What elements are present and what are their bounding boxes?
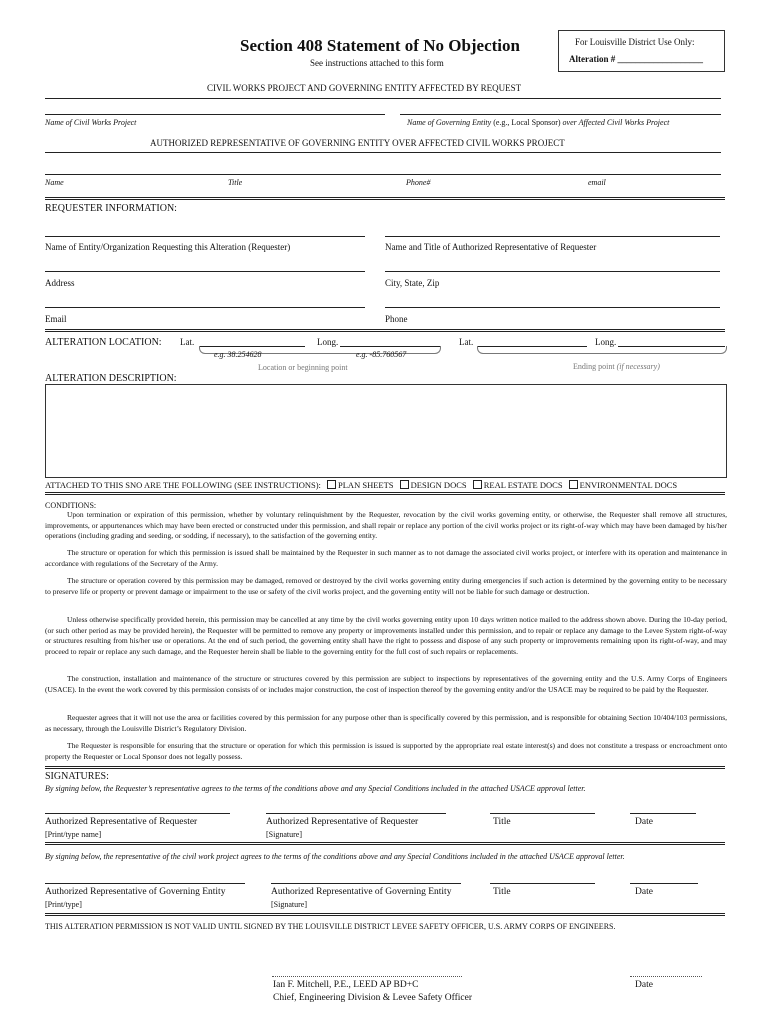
governing-entity-label: Name of Governing Entity (e.g., Local Sponsor) over Affected Civil Works Project bbox=[407, 118, 670, 127]
plan-sheets-checkbox[interactable] bbox=[327, 480, 336, 489]
description-heading: ALTERATION DESCRIPTION: bbox=[45, 373, 177, 384]
gov-signature-field[interactable] bbox=[271, 883, 461, 884]
officer-name: Ian F. Mitchell, P.E., LEED AP BD+C bbox=[273, 980, 419, 990]
governing-sign-note: By signing below, the representative of the civil work project agrees to the terms of the conditions above and any Special Conditions included in the attached USACE approval letter. bbox=[45, 852, 625, 861]
description-input[interactable] bbox=[45, 384, 727, 478]
requester-print-name-field[interactable] bbox=[45, 813, 230, 814]
officer-date-field[interactable] bbox=[630, 976, 702, 977]
gov-rep-sign-label: Authorized Representative of Governing Entity bbox=[45, 887, 226, 897]
condition-4: Unless otherwise specifically provided herein, this permission may be cancelled at any time by the civil works governing entity upon 10 days written notice mailed to the address shown above. During the 10-day period, (or such other period as may be provided herein), the Requester will be permitted to remove any property or improvements installed under this permission, and to repair or replace any damage to the Levee System right-of-way or structures resulting from his/her use or operations. At the end of such period, the governing entity shall have the right to possess and dispose of any such property or improvements remaining upon its right-of-way, and may proceed to repair or replace any such damage, and the Requester herein shall be liable to the governing entity for the full cost of such repairs or replacements. bbox=[45, 615, 727, 656]
gov-print-name-field[interactable] bbox=[45, 883, 245, 884]
authorized-rep-field[interactable] bbox=[45, 174, 721, 175]
officer-title: Chief, Engineering Division & Levee Safety Officer bbox=[273, 993, 472, 1003]
officer-signature-field[interactable] bbox=[272, 976, 462, 977]
long-example: e.g. -85.760567 bbox=[356, 350, 407, 359]
rep-email-label: email bbox=[588, 178, 606, 187]
real-estate-docs-label: REAL ESTATE DOCS bbox=[483, 480, 563, 490]
requester-title-field[interactable] bbox=[490, 813, 595, 814]
requester-entity-field[interactable] bbox=[45, 236, 365, 237]
requester-rep-sign-label: Authorized Representative of Requester bbox=[45, 817, 198, 827]
authorized-rep-heading: AUTHORIZED REPRESENTATIVE OF GOVERNING ENTITY OVER AFFECTED CIVIL WORKS PROJECT bbox=[150, 138, 565, 148]
validity-notice: THIS ALTERATION PERMISSION IS NOT VALID UNTIL SIGNED BY THE LOUISVILLE DISTRICT LEVEE SAFETY OFFICER, U.S. ARMY CORPS OF ENGINEERS. bbox=[45, 922, 616, 931]
requester-sign-note: By signing below, the Requester’s representative agrees to the terms of the conditions above and any Special Conditions included in the attached USACE approval letter. bbox=[45, 784, 586, 793]
condition-3: The structure or operation covered by this permission may be damaged, removed or destroyed by the civil works governing entity during emergencies if such action is determined by the governing entity to be necessary to preserve life or property or prevent damage or impairment to the use or safety of the civil works project, and the governing entity will not be liable for such damage or destruction. bbox=[45, 576, 727, 596]
rep-name-label: Name bbox=[45, 178, 64, 187]
environmental-docs-label: ENVIRONMENTAL DOCS bbox=[579, 480, 678, 490]
requester-heading: REQUESTER INFORMATION: bbox=[45, 203, 177, 214]
rep-phone-label: Phone# bbox=[406, 178, 431, 187]
phone-label: Phone bbox=[385, 314, 408, 324]
condition-5: The construction, installation and maintenance of the structure or structures covered by this permission are subject to inspections by representatives of the governing entity and the U.S. Army Corps of Engineers (USACE). In the event the work covered by this permission consists of or includes major construction, the cost of inspection thereof by the governing entity and/or the USACE may be required to be paid by the Requester. bbox=[45, 674, 727, 694]
lat-label-begin: Lat. bbox=[180, 337, 195, 347]
city-state-zip-label: City, State, Zip bbox=[385, 278, 440, 288]
end-point-label: Ending point (if necessary) bbox=[573, 362, 660, 371]
condition-6: Requester agrees that it will not use the area or facilities covered by this permission for any purpose other than is specifically covered by this permission, and is responsible for obtaining Section 10/404/103 permissions, as necessary, through the Louisville District’s Regulatory Division. bbox=[45, 713, 727, 733]
city-state-zip-field[interactable] bbox=[385, 271, 720, 272]
requester-date-field[interactable] bbox=[630, 813, 696, 814]
form-title: Section 408 Statement of No Objection bbox=[240, 36, 520, 55]
long-label-begin: Long. bbox=[317, 337, 339, 347]
email-label: Email bbox=[45, 314, 67, 324]
gov-date-label: Date bbox=[635, 887, 653, 897]
print-name-hint: [Print/type name] bbox=[45, 830, 102, 839]
address-label: Address bbox=[45, 278, 75, 288]
gov-signature-hint: [Signature] bbox=[271, 900, 307, 909]
requester-date-label: Date bbox=[635, 817, 653, 827]
end-brace bbox=[477, 346, 727, 354]
gov-title-field[interactable] bbox=[490, 883, 595, 884]
officer-date-label: Date bbox=[635, 980, 653, 990]
civil-project-name-field[interactable] bbox=[45, 114, 385, 115]
requester-title-label: Title bbox=[493, 817, 511, 827]
governing-entity-field[interactable] bbox=[400, 114, 721, 115]
condition-7: The Requester is responsible for ensuring that the structure or operation for which this permission is issued is supported by the appropriate real estate interest(s) and does not constitute a trespass or encroachment onto property the Requester or Local Sponsor does not legally possess. bbox=[45, 741, 727, 761]
address-field[interactable] bbox=[45, 271, 365, 272]
condition-2: The structure or operation for which this permission is issued shall be maintained by the Requester in such manner as to not damage the associated civil works project, or interfere with its operation and maintenance in accordance with regulations of the Secretary of the Army. bbox=[45, 548, 727, 568]
gov-print-hint: [Print/type] bbox=[45, 900, 82, 909]
requester-entity-label: Name of Entity/Organization Requesting this Alteration (Requester) bbox=[45, 242, 291, 252]
location-heading: ALTERATION LOCATION: bbox=[45, 337, 162, 348]
real-estate-docs-checkbox[interactable] bbox=[473, 480, 482, 489]
lat-label-end: Lat. bbox=[459, 337, 474, 347]
begin-point-label: Location or beginning point bbox=[258, 363, 348, 372]
phone-field[interactable] bbox=[385, 307, 720, 308]
lat-example: e.g. 38.254628 bbox=[214, 350, 262, 359]
attachments-row bbox=[45, 480, 677, 491]
rep-title-label: Title bbox=[228, 178, 243, 187]
signatures-heading: SIGNATURES: bbox=[45, 771, 109, 782]
gov-date-field[interactable] bbox=[630, 883, 698, 884]
alteration-number-field[interactable]: Alteration # ___________________ bbox=[569, 54, 703, 64]
design-docs-label: DESIGN DOCS bbox=[410, 480, 467, 490]
district-use-box bbox=[558, 30, 725, 72]
civil-works-heading: CIVIL WORKS PROJECT AND GOVERNING ENTITY AFFECTED BY REQUEST bbox=[207, 83, 522, 93]
plan-sheets-label: PLAN SHEETS bbox=[338, 480, 394, 490]
conditions-heading: CONDITIONS: bbox=[45, 501, 97, 510]
requester-rep-signature-label: Authorized Representative of Requester bbox=[266, 817, 419, 827]
attachments-label: ATTACHED TO THIS SNO ARE THE FOLLOWING (SEE INSTRUCTIONS): bbox=[45, 480, 321, 490]
requester-rep-label: Name and Title of Authorized Representative of Requester bbox=[385, 242, 597, 252]
gov-title-label: Title bbox=[493, 887, 511, 897]
requester-signature-field[interactable] bbox=[266, 813, 446, 814]
civil-project-label: Name of Civil Works Project bbox=[45, 118, 137, 127]
gov-rep-signature-label: Authorized Representative of Governing Entity bbox=[271, 887, 452, 897]
form-subtitle: See instructions attached to this form bbox=[310, 58, 444, 68]
environmental-docs-checkbox[interactable] bbox=[569, 480, 578, 489]
condition-1: Upon termination or expiration of this permission, whether by voluntary relinquishment by the Requester, revocation by the civil works governing entity, or otherwise, the Requester shall remove all structures, improvements, or appurtenances which may have been erected or constructed under this permission, and shall repair or replace any portion of the civil works project or its right-of-way which may have been damaged by his/her operations (including grading and seeding, or sodding, if necessary), to the satisfaction of the governing entity. bbox=[45, 510, 727, 540]
use-only-label: For Louisville District Use Only: bbox=[575, 37, 695, 47]
signature-hint: [Signature] bbox=[266, 830, 302, 839]
long-label-end: Long. bbox=[595, 337, 617, 347]
design-docs-checkbox[interactable] bbox=[400, 480, 409, 489]
email-field[interactable] bbox=[45, 307, 365, 308]
requester-rep-field[interactable] bbox=[385, 236, 720, 237]
